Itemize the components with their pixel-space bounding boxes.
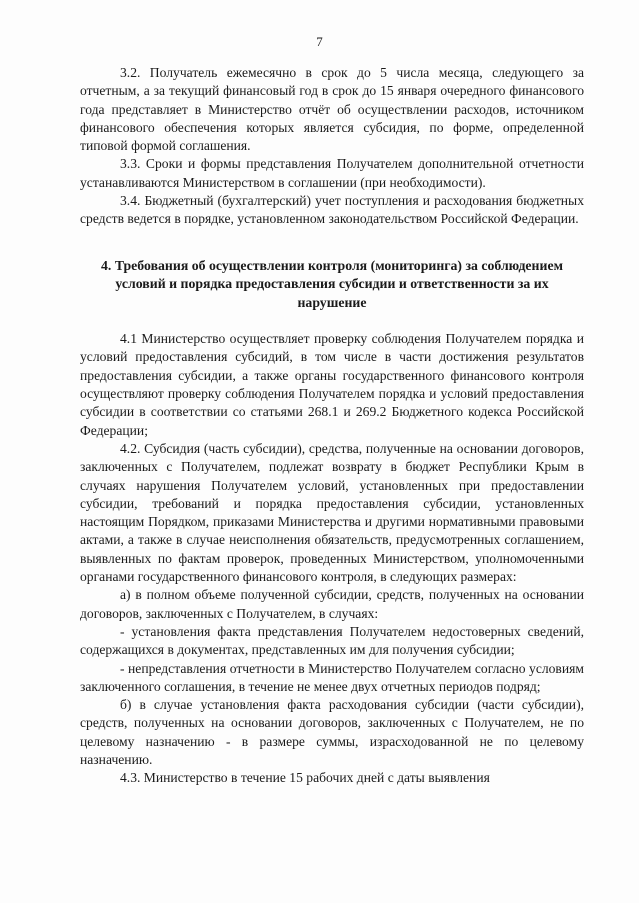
bullet-no-reporting: - непредставления отчетности в Министерство Получателем согласно условиям заключенного соглашения, в течение не менее двух отчетных периодов подряд; xyxy=(80,660,584,694)
item-a: а) в полном объеме полученной субсидии, средств, полученных на основании договоров, заключенных с Получателем, в случаях: xyxy=(80,587,584,621)
paragraph-3-2: 3.2. Получатель ежемесячно в срок до 5 числа месяца, следующего за отчетным, а за текущий финансовый год в срок до 15 января очередного финансового года представляет в Министерство отчёт об осуществлении расходов, источником финансового обеспечения которых является субсидия, по форме, определенной типовой формой соглашения. xyxy=(80,65,584,154)
paragraph-4-3: 4.3. Министерство в течение 15 рабочих дней с даты выявления xyxy=(120,770,490,786)
section-heading-4: 4. Требования об осуществлении контроля (мониторинга) за соблюдением условий и порядка предоставления субсидии и ответственности за их нарушение xyxy=(101,257,563,310)
document-body xyxy=(80,64,584,788)
paragraph-3-3: 3.3. Сроки и формы представления Получателем дополнительной отчетности устанавливаются Министерством в соглашении (при необходимости). xyxy=(80,156,584,190)
item-b: б) в случае установления факта расходования субсидии (части субсидии), средств, полученных на основании договоров, заключенных с Получателем, не по целевому назначению - в размере суммы, израсходованной не по целевому назначению. xyxy=(80,697,584,767)
page-number: 7 xyxy=(316,34,323,49)
paragraph-4-1: 4.1 Министерство осуществляет проверку соблюдения Получателем порядка и условий предоставления субсидий, в том числе в части достижения результатов предоставления субсидии, а также органы государственного финансового контроля осуществляют проверку соблюдения Получателем порядка и условий предоставления субсидии в соответствии со статьями 268.1 и 269.2 Бюджетного кодекса Российской Федерации; xyxy=(80,331,584,438)
paragraph-4-2: 4.2. Субсидия (часть субсидии), средства, полученные на основании договоров, заключенных с Получателем, подлежат возврату в бюджет Республики Крым в случаях нарушения Получателем условий, установленных при предоставлении субсидии, требований и порядка предоставления субсидии, установленных настоящим Порядком, приказами Министерства и другими нормативными правовыми актами, а также в случае неисполнения обязательств, предусмотренных соглашением, выявленных по фактам проверок, проведенных Министерством, уполномоченными органами государственного финансового контроля, в следующих размерах: xyxy=(80,440,584,585)
bullet-unreliable-data: - установления факта представления Получателем недостоверных сведений, содержащихся в документах, представленных им для получения субсидии; xyxy=(80,623,584,658)
paragraph-3-4: 3.4. Бюджетный (бухгалтерский) учет поступления и расходования бюджетных средств ведется в порядке, установленном законодательством Российской Федерации. xyxy=(80,193,584,227)
